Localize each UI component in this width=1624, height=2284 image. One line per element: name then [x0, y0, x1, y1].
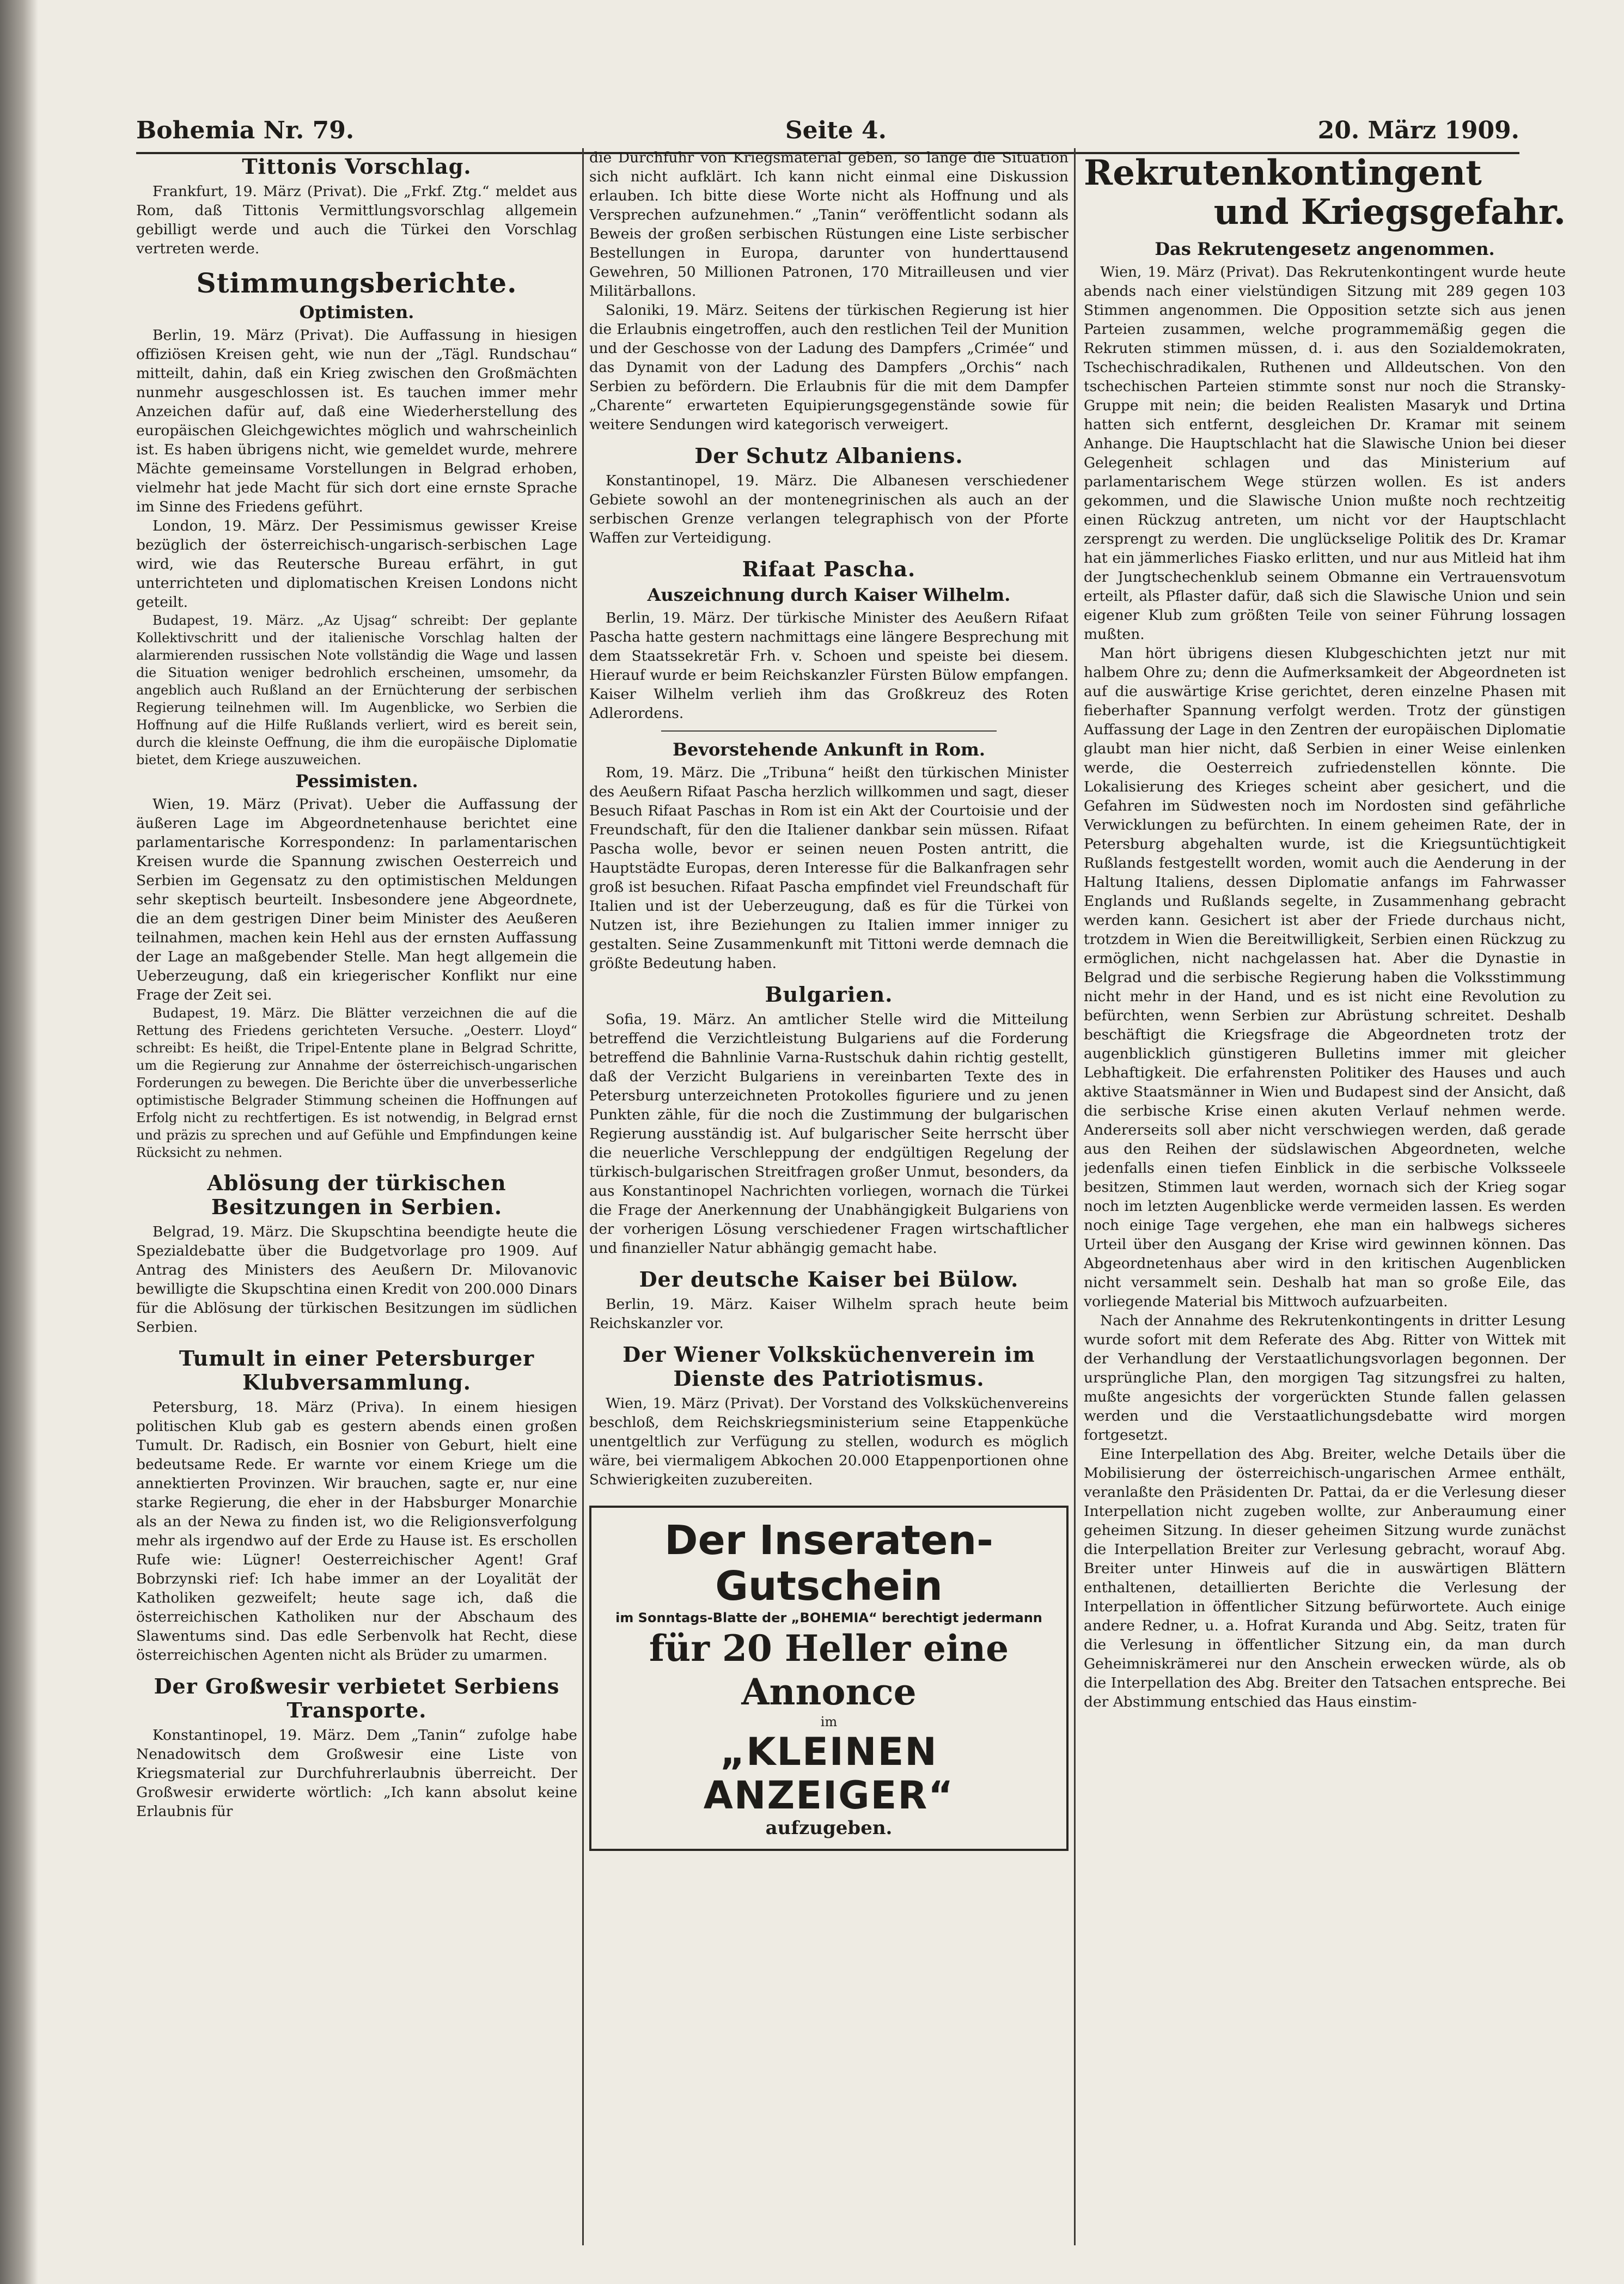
column-rule-2 [1074, 148, 1076, 2245]
separator [661, 730, 997, 732]
subhead-auszeichnung: Auszeichnung durch Kaiser Wilhelm. [647, 584, 1011, 605]
text-volkskuechen: Wien, 19. März (Privat). Der Vorstand des Volksküchenvereins beschloß, dem Reichskriegsministerium seine Etappenküche unentgeltlich zur Verfügung zu stellen, wodurch es möglich wäre, bei viermaligem Abkochen 20.000 Etappenportionen ohne Schwierigkeiten zuzubereiten. [589, 1395, 1069, 1488]
text-rekruten-4: Eine Interpellation des Abg. Breiter, welche Details über die Mobilisierung der österreichisch-ungarischen Armee enthält, veranlaßte den Präsidenten Dr. Pattai, da er die Verlesung dieser Interpellation nicht zugeben wollte, zur Anberaumung einer geheimen Sitzung. In dieser geheimen Sitzung wurde zunächst die Interpellation Breiter zur Verlesung gebracht, worauf Abg. Breiter unter Hinweis auf die in auswärtigen Blättern enthaltenen, detaillierten Berichte die Verlesung der Interpellation in öffentlicher Sitzung befürwortete. Auch einige andere Redner, u. a. Hofrat Kuranda und Abg. Seitz, traten für die Verlesung in öffentlicher Sitzung ein, da man durch Geheimniskrämerei nur den Anschein erwecken würde, als ob die Interpellation des Abg. Breiter den Tatsachen entspreche. Bei der Abstimmung entschied das Haus einstim- [1084, 1446, 1566, 1710]
text-rekruten-2: Man hört übrigens diesen Klubgeschichten jetzt nur mit halbem Ohre zu; denn die Aufmerksamkeit der Abgeordneten ist auf die auswärtige Krise gerichtet, deren einzelne Phasen mit fieberhafter Spannung verfolgt werden. Trotz der günstigen Auffassung der Lage in den Zentren der europäischen Diplomatie glaubt man hier nicht, daß Serbien in einer Weise einlenken werde, die Oesterreich zufriedenstellen könnte. Die Lokalisierung des Krieges scheint aber gesichert, und die Gefahren im Südwesten noch im Nordosten sind gefährliche Verwicklungen zu befürchten. In einem geheimen Rate, der in Petersburg abgehalten wurde, ist die Kriegsuntüchtigkeit Rußlands festgestellt worden, womit auch die Aenderung in der Haltung Italiens, dessen Diplomatie anfangs im Fahrwasser Englands und Rußlands segelte, in Zusammenhang gebracht werden kann. Gesichert ist aber der Friede durchaus nicht, trotzdem in Wien die Bereitwilligkeit, Serbien einen Rückzug zu ermöglichen, nicht nachgelassen hat. Aber die Dynastie in Belgrad und die serbische Regierung haben die Volksstimmung nicht mehr in der Hand, und es ist nicht eine Revolution zu befürchten, wenn Serbien zur Abrüstung schreitet. Deshalb beschäftigt die Kriegsfrage die Abgeordneten trotz der augenblicklich günstigeren Bulletins immer mit gleicher Lebhaftigkeit. Die erfahrensten Politiker des Hauses und auch aktive Staatsmänner in Wien und Budapest sind der Ansicht, daß die serbische Krise einen akuten Verlauf nehmen werde. Andererseits soll aber nicht verschwiegen werden, daß gerade aus den Reihen der südslawischen Abgeordneten, welche jedenfalls einen tiefen Einblick in die serbische Volksseele besitzen, Stimmen laut werden, wornach sich der Krieg sogar noch im letzten Augenblicke werde vermeiden lassen. Es werden noch einige Tage vergehen, ehe man ein halbwegs sicheres Urteil über den Ausgang der Krise wird gewinnen können. Das Abgeordnetenhaus aber wird in den kritischen Augenblicken nicht versammelt sein. Deshalb hat man so große Eile, das vorliegende Material bis Mittwoch aufzuarbeiten. [1084, 645, 1566, 1310]
ad-line: im Sonntags-Blatte der „BOHEMIA“ berechtigt jedermann [615, 1610, 1042, 1625]
column-3 [1084, 148, 1566, 2256]
text-konstantinopel: Konstantinopel, 19. März. Dem „Tanin“ zufolge habe Nenadowitsch dem Großwesir eine Liste von Kriegsmaterial zur Durchfuhrerlaubnis überreicht. Der Großwesir erwiderte wörtlich: „Ich kann absolut keine Erlaubnis für [136, 1727, 577, 1820]
column-rule-1 [582, 148, 584, 2245]
headline-grosswesir: Der Großwesir verbietet Serbiens Transporte. [154, 1674, 560, 1722]
text-berlin: Berlin, 19. März (Privat). Die Auffassung in hiesigen offiziösen Kreisen geht, wie nun der „Tägl. Rundschau“ mitteilt, dahin, daß ein Krieg zwischen den Großmächten nunmehr ausgeschlossen ist. Es tauchen immer mehr Anzeichen dafür auf, daß eine Wiederherstellung des europäischen Gleichgewichtes möglich und wahrscheinlich ist. Es haben übrigens nicht, wie gemeldet wurde, mehrere Mächte gemeinsame Vorstellungen in Belgrad erhoben, vielmehr hat jede Macht für sich dort eine ernste Sprache im Sinne des Friedens geführt. [136, 327, 577, 515]
article-grosswesir [136, 1674, 577, 1821]
article-stimmungsberichte [136, 268, 577, 1161]
text-wien: Wien, 19. März (Privat). Ueber die Auffassung der äußeren Lage im Abgeordnetenhause berichtet eine parlamentarische Korrespondenz: In parlamentarischen Kreisen wurde die Spannung zwischen Oesterreich und Serbien im Gegensatz zu den optimistischen Meldungen sehr skeptisch beurteilt. Insbesondere jene Abgeordnete, die an dem gestrigen Diner beim Minister des Aeußeren teilnahmen, machen kein Hehl aus der ernsten Auffassung der Lage an maßgebender Stelle. Man hegt allgemein die Ueberzeugung, daß ein kriegerischer Konflikt nur eine Frage der Zeit sei. [136, 796, 577, 1003]
headline-rekrutenkontingent: Rekrutenkontingent [1084, 153, 1482, 193]
text-petersburg: Petersburg, 18. März (Priva). In einem hiesigen politischen Klub gab es gestern abends einen großen Tumult. Dr. Radisch, ein Bosnier von Geburt, hielt eine bedeutsame Rede. Er warnte vor einem Kriege um die annektierten Provinzen. Wir brauchen, sagte er, nur eine starke Regierung, die eher in der Habsburger Monarchie als an der Newa zu finden ist, wo die Religionsverfolgung mehr als irgendwo auf der Erde zu Hause ist. Es erschollen Rufe wie: Lügner! Oesterreichischer Agent! Graf Bobrzynski rief: Ich habe immer an der Loyalität der Katholiken gezweifelt; heute sage ich, daß die österreichischen Katholiken nur der Abschaum des Slawentums sind. Das edle Serbenvolk hat Recht, diese österreichischen Agenten nicht als Brüder zu umarmen. [136, 1399, 577, 1664]
page-edge-shadow [0, 0, 38, 2284]
headline-volkskuechen: Der Wiener Volksküchenverein im Dienste des Patriotismus. [622, 1342, 1035, 1391]
text-sofia: Sofia, 19. März. An amtlicher Stelle wird die Mitteilung betreffend die Verzichtleistung Bulgariens auf die Forderung betreffend die Bahnlinie Varna-Rustschuk dahin richtig gestellt, daß der Verzicht Bulgariens in vereinbarten Texte des in Petersburg unterzeichneten Protokolles figuriere und zu jenen Punkten zähle, für die noch die Zustimmung der bulgarischen Regierung ausständig ist. Auf bulgarischer Seite herrscht über die neuerliche Verschleppung der endgültigen Regelung der türkisch-bulgarischen Streitfragen großer Unmut, besonders, da aus Konstantinopel Nachrichten vorliegen, wornach die Türkei die Frage der Anerkennung der Unabhängigkeit Bulgariens von der vorherigen Lösung verschiedener Fragen wirtschaftlicher und finanzieller Natur abhängig gemacht habe. [589, 1011, 1069, 1257]
subhead-ankunft-rom: Bevorstehende Ankunft in Rom. [672, 739, 986, 760]
text-albanien: Konstantinopel, 19. März. Die Albanesen verschiedener Gebiete sowohl an der montenegrinischen als auch an der serbischen Grenze verlangen telegraphisch von der Pforte Waffen zur Verteidigung. [589, 472, 1069, 546]
text-rifaat-berlin: Berlin, 19. März. Der türkische Minister des Aeußern Rifaat Pascha hatte gestern nachmittags eine längere Besprechung mit dem Staatssekretär Frh. v. Schoen und speiste bei diesem. Hierauf wurde er beim Reichskanzler Fürsten Bülow empfangen. Kaiser Wilhelm verlieh ihm das Großkreuz des Roten Adlerordens. [589, 610, 1069, 722]
text-belgrad: Belgrad, 19. März. Die Skupschtina beendigte heute die Spezialdebatte über die Budgetvorlage pro 1909. Auf Antrag des Ministers des Aeußern Dr. Milovanovic bewilligte die Skupschtina einen Kredit von 200.000 Dinars für die Ablösung der türkischen Besitzungen im südlichen Serbien. [136, 1223, 577, 1336]
subhead-rekrutengesetz: Das Rekrutengesetz angenommen. [1155, 239, 1495, 259]
headline-stimmungsberichte: Stimmungsberichte. [196, 267, 517, 299]
text-rekruten-1: Wien, 19. März (Privat). Das Rekrutenkontingent wurde heute abends nach einer vielstündigen Sitzung mit 289 gegen 103 Stimmen angenommen. Die Opposition setzte sich aus jenen Parteien zusammen, welche programmemäßig gegen die Rekruten stimmen müssen, d. i. aus den Sozialdemokraten, Tschechischradikalen, Ruthenen und Alldeutschen. Von den tschechischen Parteien stimmte sonst nur noch die Stransky-Gruppe mit nein; die beiden Realisten Masaryk und Drtina hatten sich entfernt, desgleichen Dr. Kramar mit seinem Anhange. Die Hauptschlacht hat die Slawische Union bei dieser Gelegenheit schlagen und das Ministerium auf parlamentarischem Wege stürzen wollen. Es ist anders gekommen, und die Slawische Union mußte noch rechtzeitig einen Rückzug antreten, um nicht vor der Hauptschlacht zersprengt zu werden. Die unglückselige Politik des Dr. Kramar hat ein jämmerliches Fiasko erlitten, und nur aus Mitleid hat ihm der Jungtschechenklub seinem Obmanne ein Vertrauensvotum erteilt, als Pflaster dafür, daß sich die Slawische Union und sein eigener Klub zum größten Teile von seiner Führung lossagen mußten. [1084, 264, 1566, 643]
ad-title-main: Inseraten-Gutschein [715, 1517, 993, 1610]
advertisement-gutschein [589, 1506, 1069, 1851]
text-london: London, 19. März. Der Pessimismus gewisser Kreise bezüglich der österreichisch-ungarisch-serbischen Lage wird, wie das Reutersche Bureau erfährt, in gut unterrichteten und diplomatischen Kreisen Londons nicht geteilt. [136, 517, 577, 611]
headline-bulgarien: Bulgarien. [765, 982, 893, 1007]
headline-abloesung: Ablösung der türkischen Besitzungen in Serbien. [207, 1171, 506, 1219]
ad-title [597, 1518, 1061, 1609]
headline-albanien: Der Schutz Albaniens. [694, 443, 963, 468]
column-2 [589, 148, 1069, 2256]
headline-tumult: Tumult in einer Petersburger Klubversammlung. [179, 1346, 535, 1394]
headline-kriegsgefahr: und Kriegsgefahr. [1213, 192, 1566, 233]
text-budapest-2: Budapest, 19. März. Die Blätter verzeichnen die auf die Rettung des Friedens gerichteten Versuche. „Oesterr. Lloyd“ schreibt: Es heißt, die Tripel-Entente plane in Belgrad Schritte, um die Regierung zur Annahme der österreichisch-ungarischen Forderungen zu bewegen. Die Berichte über die unverbesserliche optimistische Belgrader Stimmung scheinen die Hoffnungen auf Erfolg nicht zu rechtfertigen. Es ist notwendig, in Belgrad ernst und präzis zu sprechen und auf Gefühle und Empfindungen keine Rücksicht zu nehmen. [136, 1006, 577, 1160]
article-rifaat [589, 557, 1069, 973]
ad-title-der: Der [664, 1517, 746, 1564]
subhead-optimisten: Optimisten. [299, 302, 414, 322]
text-rom: Rom, 19. März. Die „Tribuna“ heißt den türkischen Minister des Aeußern Rifaat Pascha herzlich willkommen und sagt, dieser Besuch Rifaat Paschas in Rom ist ein Akt der Courtoisie und der Freundschaft, für den die Italiener dankbar sein müssen. Rifaat Pascha wolle, bevor er seinen neuen Posten antritt, die Hauptstädte Europas, deren Interesse für die Balkanfragen sehr groß ist besuchen. Rifaat Pascha empfindet viel Freundschaft für Italien und ist der Ueberzeugung, daß es für die Türkei von Nutzen ist, ihre Beziehungen zu Italien immer inniger zu gestalten. Seine Zusammenkunft mit Tittoni werde demnach die größte Bedeutung haben. [589, 764, 1069, 972]
article-abloesung [136, 1171, 577, 1337]
masthead [136, 95, 1519, 154]
text-saloniki: Saloniki, 19. März. Seitens der türkischen Regierung ist hier die Erlaubnis eingetroffen, auch den restlichen Teil der Munition und der Geschosse von der Ladung des Dampfers „Crimée“ und das Dynamit von der Ladung des Dampfers „Orchis“ nach Serbien zu befördern. Die Erlaubnis für die mit dem Dampfer „Charente“ erwarteten Equipierungsgegenstände sowie für weitere Sendungen wird kategorisch verweigert. [589, 302, 1069, 433]
ad-price: für 20 Heller eine Annonce [649, 1627, 1009, 1713]
ad-last: aufzugeben. [765, 1817, 893, 1839]
article-bulgarien [589, 983, 1069, 1258]
ad-name: „KLEINEN ANZEIGER“ [703, 1729, 955, 1818]
subhead-pessimisten: Pessimisten. [295, 771, 418, 791]
article-grosswesir-continued [589, 148, 1069, 434]
text-budapest: Budapest, 19. März. „Az Ujsag“ schreibt: Der geplante Kollektivschritt und der italienische Vorschlag halten der alarmierenden russischen Note vollständig die Wage und lassen die Situation weniger bedrohlich erscheinen, umsomehr, da angeblich auch Rußland an der Ernüchterung der serbischen Regierung teilnehmen will. Im Augenblicke, wo Serbien die Hoffnung auf die Hilfe Rußlands verliert, wird es bereit sein, durch die kleinste Oeffnung, die ihm die europäische Diplomatie bietet, dem Kriege auszuweichen. [136, 613, 577, 768]
text-kaiser: Berlin, 19. März. Kaiser Wilhelm sprach heute beim Reichskanzler vor. [589, 1296, 1069, 1332]
masthead-paper: Bohemia Nr. 79. [136, 117, 355, 144]
column-1 [136, 148, 577, 2256]
text-tittoni: Frankfurt, 19. März (Privat). Die „Frkf. Ztg.“ meldet aus Rom, daß Tittonis Vermittlungsvorschlag allgemein gebilligt werde und auch die Türkei den Vorschlag vertreten werde. [136, 183, 577, 257]
headline-tittoni: Tittonis Vorschlag. [242, 154, 472, 179]
article-albanien [589, 444, 1069, 547]
headline-rifaat: Rifaat Pascha. [742, 557, 916, 581]
text-continued: die Durchfuhr von Kriegsmaterial geben, so lange die Situation sich nicht aufklärt. Ich kann nicht einmal eine Diskussion erlauben. Ich bitte diese Worte nicht als Hoffnung und als Versprechen aufzunehmen.“ „Tanin“ veröffentlicht sodann als Beweis der großen serbischen Rüstungen eine Liste serbischer Bestellungen in Europa, darunter von hunderttausend Gewehren, 50 Millionen Patronen, 170 Mitrailleusen und vier Militärballons. [589, 149, 1069, 300]
masthead-page-number: Seite 4. [785, 117, 887, 144]
ad-im: im [820, 1714, 838, 1729]
article-tittoni [136, 155, 577, 258]
text-rekruten-3: Nach der Annahme des Rekrutenkontingents in dritter Lesung wurde sofort mit dem Referate des Abg. Ritter von Wittek mit der Verhandlung der Verstaatlichungsvorlagen begonnen. Der ursprüngliche Plan, den morgigen Tag sitzungsfrei zu halten, mußte angesichts der vorgerückten Stunde fallen gelassen werden und die Verstaatlichungsdebatte wird morgen fortgesetzt. [1084, 1312, 1566, 1444]
article-kaiser [589, 1268, 1069, 1333]
masthead-date: 20. März 1909. [1317, 117, 1519, 144]
headline-kaiser: Der deutsche Kaiser bei Bülow. [639, 1267, 1019, 1292]
article-volkskuechen [589, 1343, 1069, 1489]
article-tumult [136, 1347, 577, 1665]
